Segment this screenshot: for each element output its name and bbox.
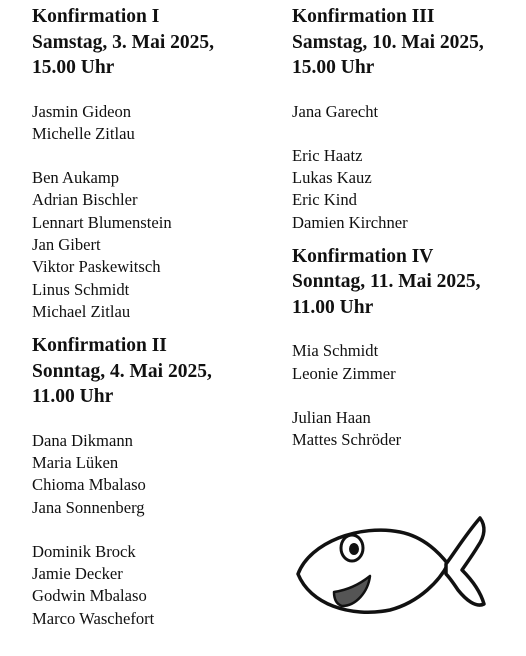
heading-title: Konfirmation I <box>32 6 160 27</box>
list-item: Julian Haan <box>292 408 371 428</box>
name-list <box>292 101 522 123</box>
name-list <box>32 541 282 630</box>
list-item: Lukas Kauz <box>292 168 372 188</box>
name-list <box>292 407 522 452</box>
name-list <box>292 340 522 385</box>
list-item: Adrian Bischler <box>32 190 138 210</box>
list-item: Dana Dikmann <box>32 430 133 450</box>
left-column <box>32 4 282 630</box>
list-item: Viktor Paskewitsch <box>32 257 161 277</box>
heading-time: 11.00 Uhr <box>32 386 114 408</box>
heading-title: Konfirmation II <box>32 335 167 357</box>
list-item: Michael Zitlau <box>32 301 131 321</box>
list-item: Leonie Zimmer <box>292 363 396 383</box>
right-column <box>292 4 522 452</box>
list-item: Lennart Blumenstein <box>32 212 172 232</box>
heading-time: 15.00 Uhr <box>292 57 375 78</box>
section-heading-konfirmation-2 <box>32 333 282 410</box>
name-list <box>32 101 282 146</box>
list-item: Damien Kirchner <box>292 212 408 232</box>
list-item: Dominik Brock <box>32 541 136 561</box>
list-item: Jamie Decker <box>32 564 123 584</box>
list-item: Jasmin Gideon <box>32 101 132 121</box>
list-item: Eric Haatz <box>292 145 363 165</box>
name-list <box>292 145 522 234</box>
heading-date: Sonntag, 4. Mai 2025, <box>32 360 212 382</box>
list-item: Maria Lüken <box>32 452 119 472</box>
name-list <box>32 430 282 519</box>
list-item: Mia Schmidt <box>292 341 379 361</box>
list-item: Jan Gibert <box>32 234 101 254</box>
list-item: Marco Waschefort <box>32 608 155 628</box>
heading-title: Konfirmation IV <box>292 245 434 267</box>
list-item: Jana Sonnenberg <box>32 497 145 517</box>
list-item: Jana Garecht <box>292 101 379 121</box>
section-heading-konfirmation-4 <box>292 244 522 321</box>
name-list <box>32 167 282 323</box>
list-item: Michelle Zitlau <box>32 123 135 143</box>
heading-time: 15.00 Uhr <box>32 57 115 78</box>
list-item: Godwin Mbalaso <box>32 586 147 606</box>
list-item: Mattes Schröder <box>292 430 402 450</box>
heading-date: Sonntag, 11. Mai 2025, <box>292 271 481 293</box>
list-item: Chioma Mbalaso <box>32 475 146 495</box>
list-item: Eric Kind <box>292 190 357 210</box>
list-item: Ben Aukamp <box>32 168 120 188</box>
heading-time: 11.00 Uhr <box>292 296 374 318</box>
heading-title: Konfirmation III <box>292 6 435 27</box>
heading-date: Samstag, 10. Mai 2025, <box>292 31 484 53</box>
list-item: Linus Schmidt <box>32 279 130 299</box>
section-heading-konfirmation-1 <box>32 4 282 81</box>
section-heading-konfirmation-3 <box>292 4 522 81</box>
fish-icon <box>290 512 490 622</box>
heading-date: Samstag, 3. Mai 2025, <box>32 31 214 53</box>
